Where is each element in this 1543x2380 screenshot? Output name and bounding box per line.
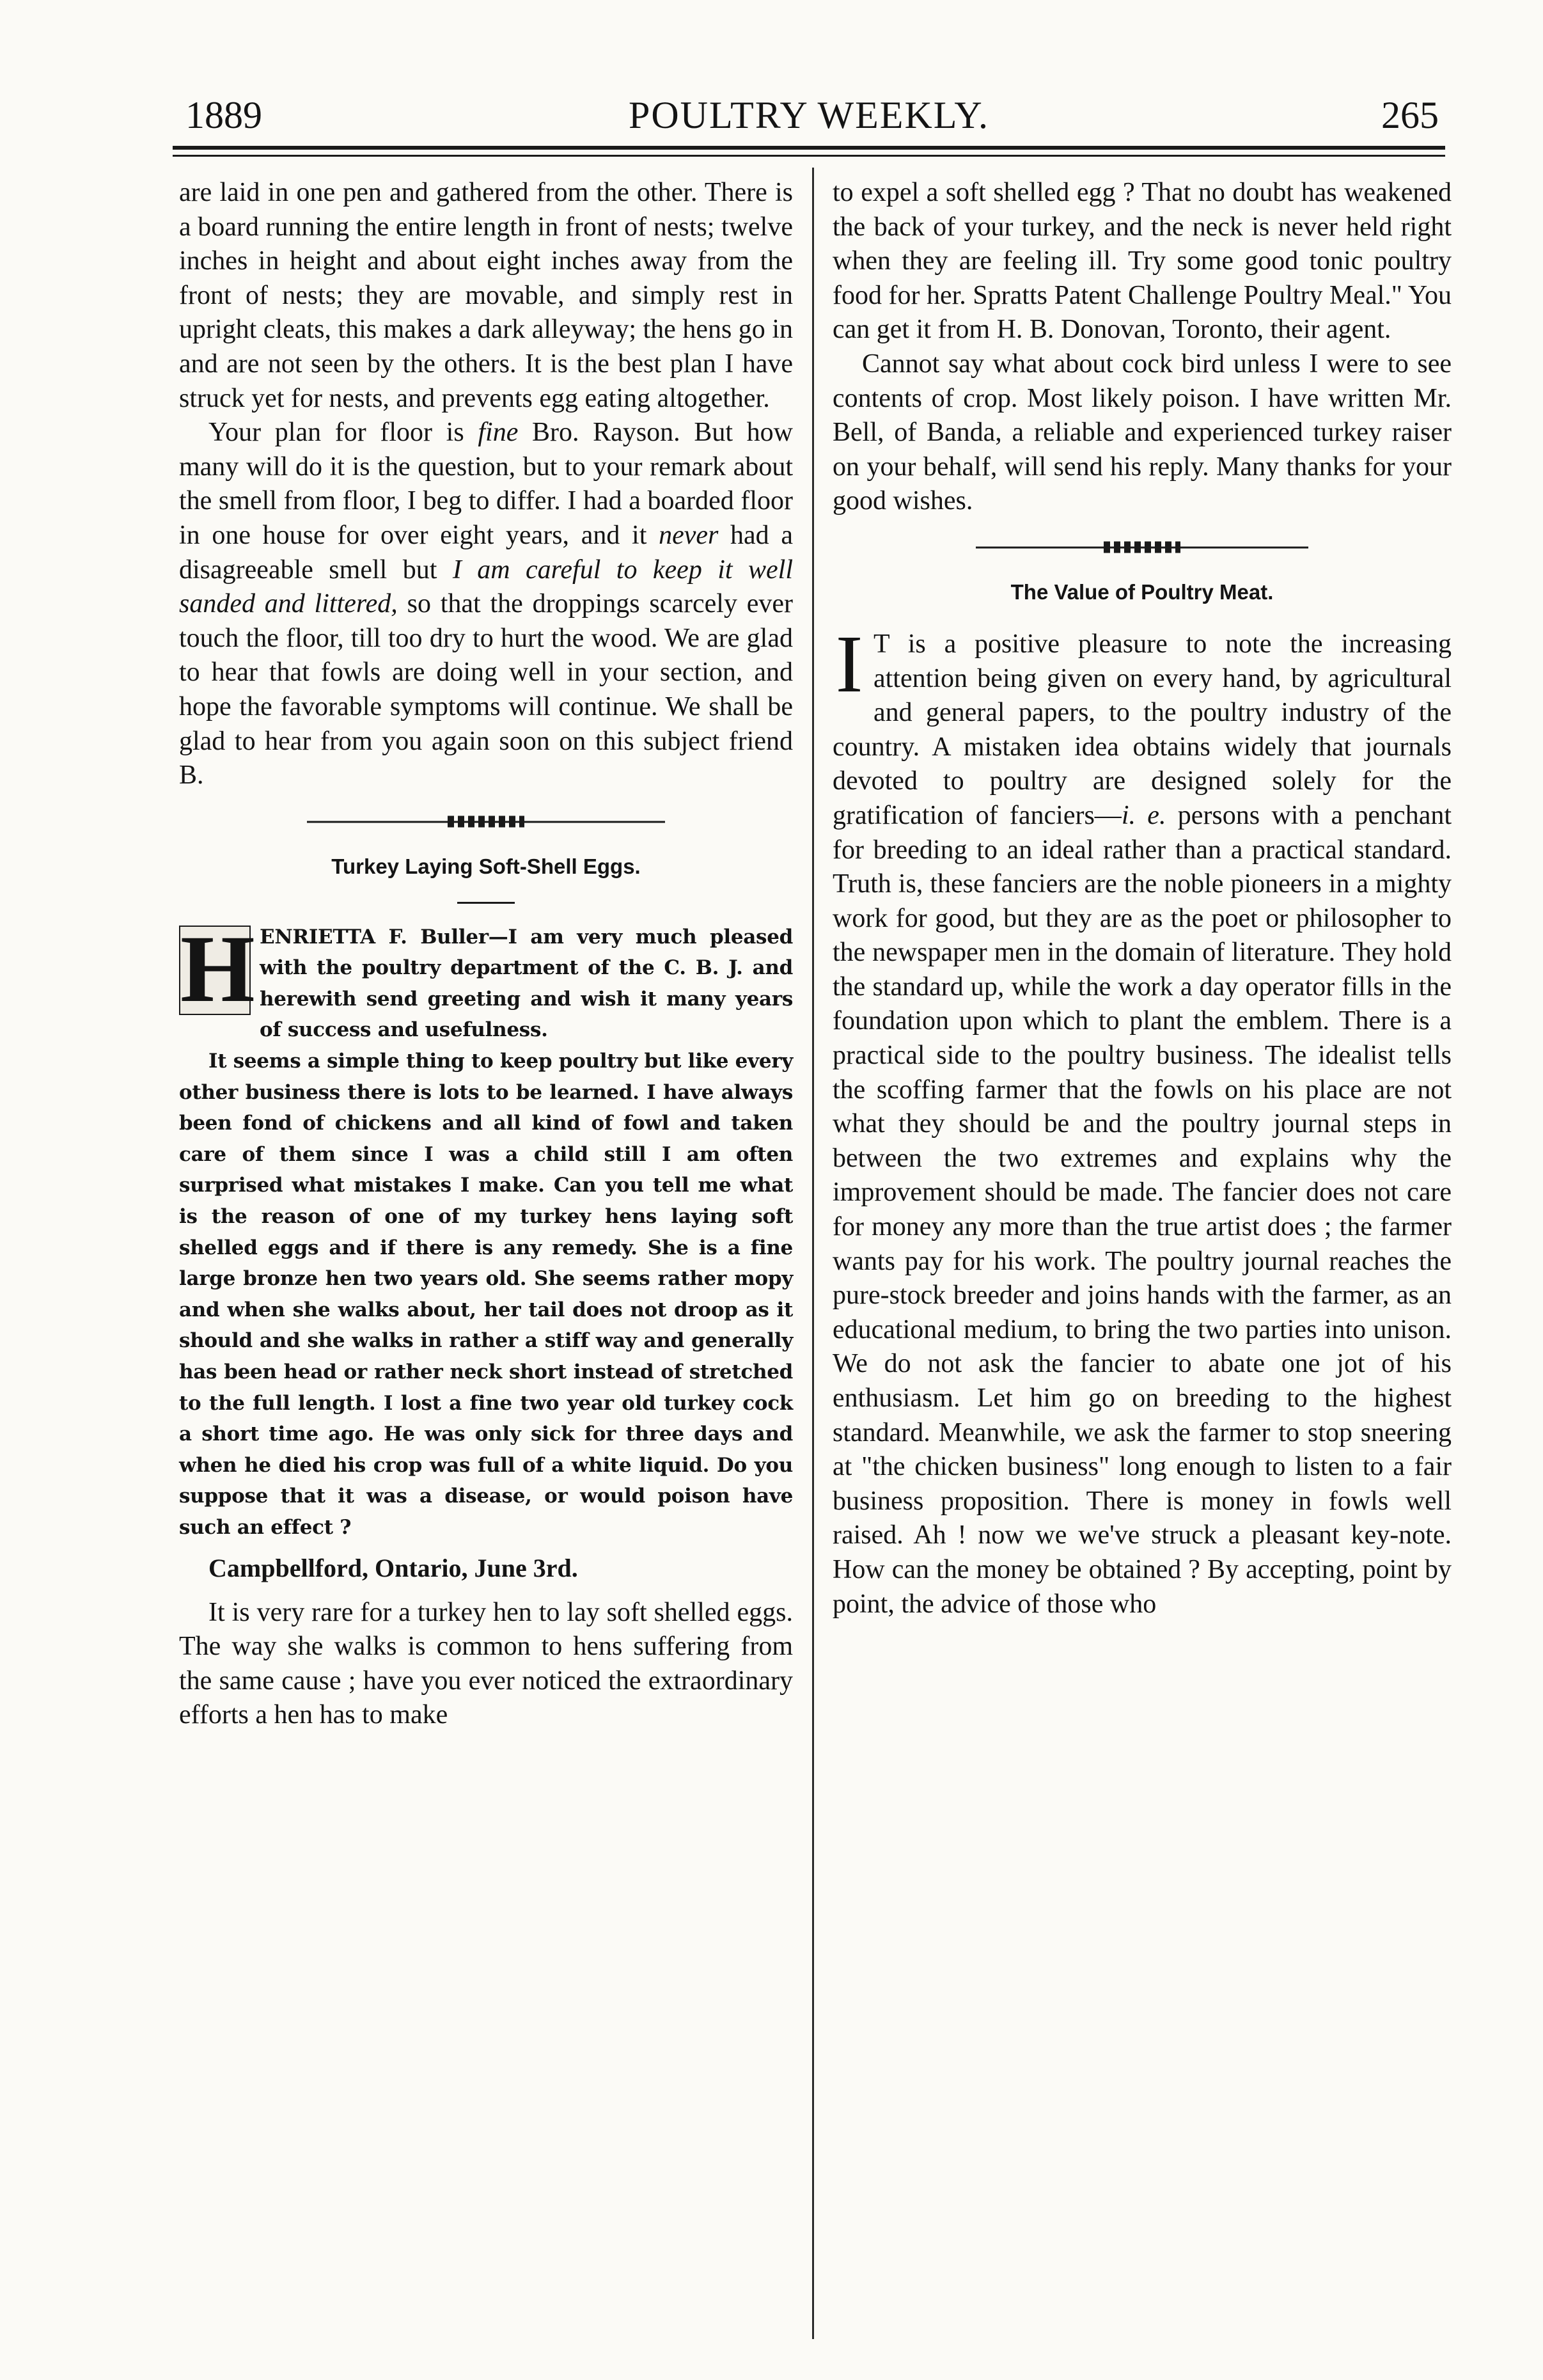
heading-underline (457, 902, 515, 904)
page-number: 265 (1381, 94, 1439, 136)
page-header (173, 90, 1445, 141)
turkey-article-heading: Turkey Laying Soft-Shell Eggs. (331, 854, 641, 878)
left-column (179, 176, 793, 1733)
floor-text-b: Bro. Rayson. But how many will do it is the question, but to your remark about the smell from floor, I beg to differ. I had a boarded floor in one house for over eight years, and it (179, 418, 793, 550)
floor-text-c: had a disagreeable smell but (179, 520, 793, 585)
header-rule-thick (173, 146, 1445, 150)
ornate-initial-h: H (180, 915, 255, 1022)
header-rule-thin (173, 155, 1445, 157)
right-column (833, 176, 1452, 1621)
floor-fine: fine (478, 418, 519, 448)
floor-never: never (659, 520, 719, 550)
floor-text-d: so that the droppings scarcely ever touch the floor, till too dry to hurt the wood. We are glad to hear that fowls are doing well in your section, and hope the favorable symptoms will continue. We shall be glad to hear from you again soon on this subject friend B. (179, 589, 793, 791)
initial-i: I (835, 618, 863, 709)
article-text-a: T is a positive pleasure to note the increasing attention being given on every hand, by agricultural and general papers, to the poultry industry of the country. A mistaken idea obtains widely that journals devoted to poultry are designed solely for the gratification of fanciers— (833, 629, 1452, 830)
publication-title: POULTRY WEEKLY. (628, 94, 990, 136)
letter-greeting: ENRIETTA F. Buller—I am very much pleased with the poultry department of the C. B. J. and herewith send greeting and wish it many years of success and usefulness. (260, 925, 793, 1042)
article-text-b: persons with a penchant for breeding to an ideal rather than a practical standard. Truth is, these fanciers are the noble pioneers in a mighty work for good, but they are as the poet or philosopher to the newspaper men in the domain of literature. They hold the standard up, while the work a day operator fills in the foundation upon which to plant the emblem. There is a practical side to the poultry business. The idealist tells the scoffing farmer that the fowls on his place are not what they should be and the poultry journal steps in between the two extremes and explains why the improvement should be made. The fancier does not care for money any more than the true artist does ; the farmer wants pay for his work. The poultry journal reaches the pure-stock breeder and joins hands with the farmer, as an educational medium, to bring the two parties into unison. We do not ask the fancier to abate one jot of his enthusiasm. Let him go on breeding to the highest standard. Meanwhile, we ask the farmer to stop sneering at "the chicken business" long enough to listen to a fair business proposition. There is money in fowls well raised. Ah ! now we we've struck a pleasant key-note. How can the money be obtained ? By accepting, point by point, the advice of those who (833, 800, 1452, 1619)
letter-dateline: Campbellford, Ontario, June 3rd. (208, 1553, 578, 1582)
column-divider (812, 168, 814, 2339)
poultry-meat-heading: The Value of Poultry Meat. (1010, 579, 1274, 604)
floor-paragraph (179, 416, 793, 793)
header-year: 1889 (185, 94, 262, 136)
reply-continued: to expel a soft shelled egg ? That no doubt has weakened the back of your turkey, and the neck is never held right when they are feeling ill. Try some good tonic poultry food for her. Spratts Patent Challenge Poultry Meal." You can get it from H. B. Donovan, Toronto, their agent. (833, 178, 1452, 345)
cock-bird-paragraph: Cannot say what about cock bird unless I were to see contents of crop. Most likely poison. I have written Mr. Bell, of Banda, a reliable and experienced turkey raiser on your behalf, will send his reply. Many thanks for your good wishes. (833, 349, 1452, 516)
letter-body: It seems a simple thing to keep poultry but like every other business there is lots to be learned. I have always been fond of chickens and all kind of fowl and taken care of them since I was a child still I am often surprised what mistakes I make. Can you tell me what is the reason of one of my turkey hens laying soft shelled eggs and if there is any remedy. She is a fine large bronze hen two years old. She seems rather mopy and when she walks about, her tail does not droop as it should and she walks in rather a stiff way and generally has been head or rather neck short instead of stretched to the full length. I lost a fine two year old turkey cock a short time ago. He was only sick for three days and when he died his crop was full of a white liquid. Do you suppose that it was a disease, or would poison have such an effect ? (179, 1050, 793, 1539)
ornamental-divider (833, 519, 1452, 576)
floor-careful: I am careful to keep it well sanded and littered, (179, 555, 793, 619)
editor-reply: It is very rare for a turkey hen to lay soft shelled eggs. The way she walks is common to hens suffering from the same cause ; have you ever noticed the extraordinary efforts a hen has to make (179, 1597, 793, 1730)
ornamental-divider (179, 793, 793, 851)
nests-paragraph: are laid in one pen and gathered from the other. There is a board running the entire length in front of nests; twelve inches in height and about eight inches away from the front of nests; they are movable, and simply rest in upright cleats, this makes a dark alleyway; the hens go in and are not seen by the others. It is the best plan I have struck yet for nests, and prevents egg eating altogether. (179, 178, 793, 413)
article-ie: i. e. (1121, 800, 1166, 830)
floor-text-a: Your plan for floor is (208, 418, 478, 448)
poultry-meat-article (833, 618, 1452, 1621)
